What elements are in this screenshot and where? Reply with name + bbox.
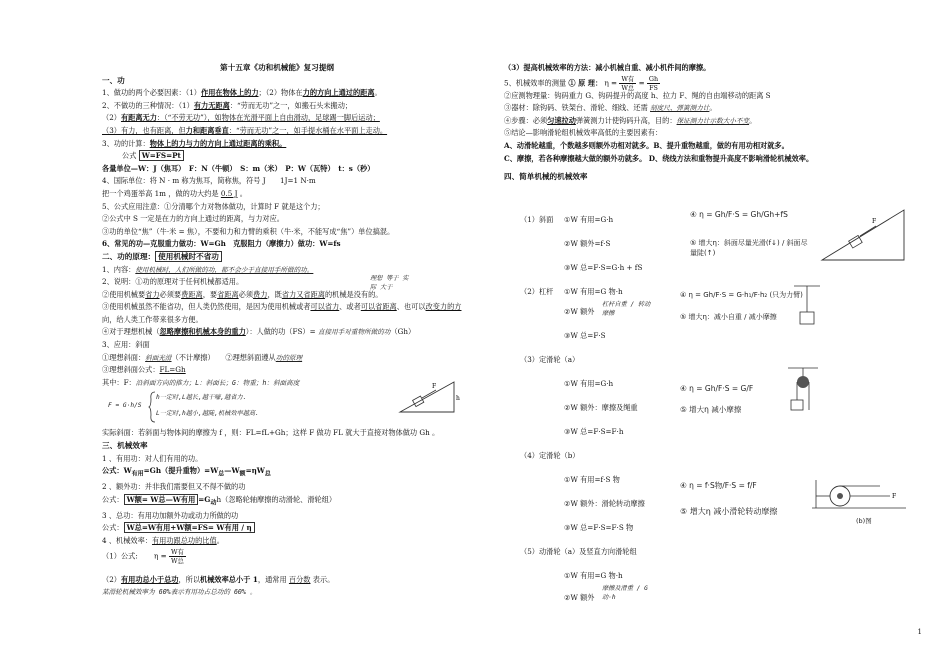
r-line-2: 5、机械效率的测量 ① 原 理： η = $\frac{\text{W有}}{\text{W总}}$ = $\frac{Gh}{FS}$ bbox=[504, 74, 659, 92]
r-line-8: C、摩擦，若各种摩擦越大做的额外功就多。 D、绕线方法和重物提升高度不影响滑轮机械效率。 bbox=[504, 153, 814, 163]
movable-extra: ②W 额外 bbox=[564, 593, 595, 602]
item-lever: （2）杠杆 bbox=[520, 287, 554, 296]
fixed-b-improve: ⑤ 增大η 减小滑轮转动摩擦 bbox=[680, 507, 778, 516]
doc-title: 第十五章《功和机械能》复习提纲 bbox=[220, 63, 334, 72]
svg-text:h: h bbox=[456, 395, 460, 402]
lever-eta: ④ η = Gh/F·S = G·h₁/F·h₂ (只为力臂) bbox=[680, 291, 803, 299]
line-5: 3、功的计算：物体上的力与力的方向上通过距离的乘积。 bbox=[102, 138, 287, 148]
section-4-heading: 四、简单机械的机械效率 bbox=[504, 172, 588, 182]
incline-note-2: L一定时,h越小,越陡,机械效率越高. bbox=[156, 410, 259, 418]
movable-useful: ①W 有用=G 物·h bbox=[564, 571, 623, 580]
lever-total: ③W 总=F·S bbox=[564, 331, 606, 340]
incline-formula: F = G·h/S bbox=[108, 402, 142, 410]
fixed-b-extra: ②W 额外：滑轮转动摩擦 bbox=[564, 499, 645, 508]
line-7: 各量单位—W：J（焦耳） F：N（牛顿） S：m（米） P：W（瓦特） t：s（秒） bbox=[102, 163, 375, 173]
lever-figure bbox=[792, 282, 822, 328]
fixed-b-useful: ①W 有用=f·S 物 bbox=[564, 475, 620, 484]
line-14: 1、内容：使用机械时，人们所做的功，都不会少于直接用手所做的功。 bbox=[102, 264, 314, 274]
brace-icon bbox=[148, 391, 156, 423]
line-6: 公式 W=FS=Pt bbox=[102, 150, 452, 163]
fixed-a-improve: ⑤ 增大η 减小摩擦 bbox=[680, 405, 742, 414]
line-17: ③使用机械虽然不能省功，但人类仍然使用，是因为使用机械或者可以省力、或者可以省距离、也可以改变力的方 bbox=[102, 302, 462, 312]
section-1-heading: 一、功 bbox=[102, 75, 125, 85]
fixed-a-eta: ④ η = Gh/F·S = G/F bbox=[680, 384, 754, 393]
fixed-pulley-a-figure bbox=[786, 366, 820, 416]
incline-extra: ②W 额外=f·S bbox=[564, 239, 611, 248]
fixed-a-extra: ②W 额外：摩擦及绳重 bbox=[564, 403, 638, 412]
fixed-b-eta: ④ η = f·S物/F·S = f/F bbox=[680, 481, 757, 490]
line-11: ②公式中 S 一定是在力的方向上通过的距离，与力对应。 bbox=[102, 214, 284, 224]
item-movable: （5）动滑轮（a）及竖直方向滑轮组 bbox=[520, 547, 637, 556]
lever-improve: ⑤ 增大η：减小自重 / 减小摩擦 bbox=[680, 313, 777, 321]
line-20: 3、应用：斜面 bbox=[102, 340, 150, 350]
svg-text:F: F bbox=[872, 218, 877, 225]
line-28: 公式： W额= W总—W有用 $=G_动h$（忽略轮轴摩擦的动滑轮、滑轮组） bbox=[102, 494, 337, 507]
incline-diagram bbox=[398, 378, 458, 414]
line-16: ②使用机械要省力必须要费距离，要省距离必须费力，既省力又省距离的机械是没有的。 bbox=[102, 289, 383, 299]
fixed-pulley-b-figure bbox=[810, 474, 910, 516]
efficiency-formula: η = $\frac{\text{W有}}{\text{W总}}$ bbox=[154, 547, 184, 565]
line-4: （3）有力，也有距离，但力和距离垂直：“劳而无功”之一，如手提水桶在水平面上走动。 bbox=[102, 125, 388, 135]
lever-useful: ①W 有用=G 物·h bbox=[564, 287, 623, 296]
r-line-5: ④步骤：必须匀速拉动弹簧测力计使钩码升高，目的：保证测力计示数大小不变。 bbox=[504, 115, 757, 125]
incline-useful: ①W 有用=G·h bbox=[564, 215, 614, 224]
line-19: ④对于理想机械（忽略摩擦和机械本身的重力）：人做的功（FS）= 直接用手对重物所做的功（Gh） bbox=[102, 327, 416, 337]
fixed-b-total: ③W 总=F·S=F·S 物 bbox=[564, 523, 634, 532]
line-24: 实际斜面：若斜面与物体间的摩擦为 f ，则：FL=fL+Gh；这样 F 做功 FL 就大于直接对物体做功 Gh 。 bbox=[102, 428, 440, 438]
r-line-1: （3）提高机械效率的方法：减小机械自重、减小机件间的摩擦。 bbox=[504, 63, 711, 72]
line-18: 向，给人类工作带来很多方便。 bbox=[102, 314, 203, 324]
line-31: 4 、机械效率：有用功跟总功的比值。 bbox=[102, 536, 224, 546]
r-line-6: ⑤结论—影响滑轮组机械效率高低的主要因素有： bbox=[504, 128, 663, 138]
line-34: 某滑轮机械效率为 60%表示有用功占总功的 60% 。 bbox=[102, 588, 257, 597]
line-26: 公式：$W_{有用}=Gh$（提升重物）$=W_总—W_额=\eta W_总$ bbox=[102, 466, 271, 478]
line-10: 5、公式应用注意：①分清哪个力对物体做功，计算时 F 就是这个力； bbox=[102, 201, 325, 211]
r-line-7: A、动滑轮越重，个数越多则额外功相对就多。B、提升重物越重，做的有用功相对就多。 bbox=[504, 140, 789, 150]
fixed-a-useful: ①W 有用=G·h bbox=[564, 379, 614, 388]
lever-extra: ②W 额外 bbox=[564, 307, 595, 316]
left-column bbox=[102, 62, 462, 599]
line-25: 1 、有用功：对人们有用的功。 bbox=[102, 453, 203, 463]
line-12: ③功的单位“焦”（牛·米 = 焦），不要和力和力臂的乘积（牛·米，不能写成“焦”）单位搞混。 bbox=[102, 226, 395, 236]
line-32: （1）公式: η = $\frac{\text{W有}}{\text{W总}}$ bbox=[102, 547, 184, 565]
line-1: 1、做功的两个必要因素：（1）作用在物体上的力；（2）物体在力的方向上通过的距离。 bbox=[102, 88, 382, 98]
incline-note-1: h一定时,L越长,越干嚎,越省力. bbox=[156, 394, 247, 402]
incline-improve: ⑤ 增大η：斜面尽量光滑(f↓) / 斜面尽量陡(↑) bbox=[690, 239, 808, 257]
right-column bbox=[504, 62, 914, 184]
line-2: 2、不做功的三种情况：（1）有力无距离：“劳而无功”之一，如搬石头未搬动； bbox=[102, 100, 353, 110]
line-8: 4、国际单位：将 N · m 称为焦耳，简称焦，符号 J 1J=1 N·m bbox=[102, 176, 316, 186]
svg-text:F: F bbox=[432, 383, 437, 390]
item-fixed-b: （4）定滑轮（b） bbox=[520, 451, 580, 460]
figure-b-label: (b)图 bbox=[856, 517, 872, 525]
line-3: （2）有距离无力：（“不劳无功”），如物体在光滑平面上自由滑动，足球踢一脚后运动； bbox=[102, 113, 380, 123]
line-33: （2）有用功总小于总功，所以机械效率总小于 1，通常用 百分数 表示。 bbox=[102, 574, 335, 584]
line-29: 3 、总功：有用功加额外功或动力所做的功 bbox=[102, 510, 239, 520]
lever-extra-note: 杠杆自重 / 转动摩擦 bbox=[602, 301, 651, 317]
r-line-4: ③器材：除钩码、铁架台、滑轮、细线、还需 刻度尺、弹簧测力计。 bbox=[504, 103, 717, 113]
item-fixed-a: （3）定滑轮（a） bbox=[520, 355, 580, 364]
page-number: 1 bbox=[917, 628, 922, 636]
fixed-a-total: ③W 总=F·S=F·h bbox=[564, 427, 624, 436]
line-15: 2、说明：①功的原理对于任何机械都适用。 bbox=[102, 277, 244, 287]
incline-eta: ④ η = Gh/F·S = Gh/Gh+fS bbox=[690, 210, 788, 219]
r-line-3: ②应测物理量：钩码重力 G、钩码提升的高度 h、拉力 F、绳的自由端移动的距离 S bbox=[504, 90, 771, 100]
line-22: ③理想斜面公式：FL=Gh bbox=[102, 365, 186, 375]
line-27: 2 、额外功：并非我们需要但又不得不做的功 bbox=[102, 482, 246, 492]
ideal-actual-note: 理想 等于 实际 大于 bbox=[370, 275, 409, 291]
incline-figure bbox=[820, 208, 906, 262]
line-30: 公式： W总=W有用+W额=FS= W有用 / η bbox=[102, 522, 452, 535]
movable-extra-note: 摩擦及滑重 / G动·h bbox=[602, 585, 648, 601]
line-9: 把一个鸡蛋举高 1m ，做的功大约是 0.5 J 。 bbox=[102, 188, 247, 198]
section-2-heading: 二、功的原理： 使用机械时不省功 bbox=[102, 251, 452, 264]
item-incline: （1）斜面 bbox=[520, 215, 554, 224]
line-13: 6、常见的功—克服重力做功：W=Gh 克服阻力（摩擦力）做功：W=fs bbox=[102, 239, 341, 249]
section-3-heading: 三、机械效率 bbox=[102, 441, 148, 451]
incline-total: ③W 总=F·S=G·h + fS bbox=[564, 263, 643, 272]
svg-text:F: F bbox=[892, 493, 897, 500]
line-23: 其中：F：沿斜面方向的推力；L：斜面长；G：物重；h：斜面高度 bbox=[102, 377, 300, 387]
line-21: ①理想斜面：斜面光滑（不计摩擦） ②理想斜面遵从功的原理 bbox=[102, 352, 303, 362]
